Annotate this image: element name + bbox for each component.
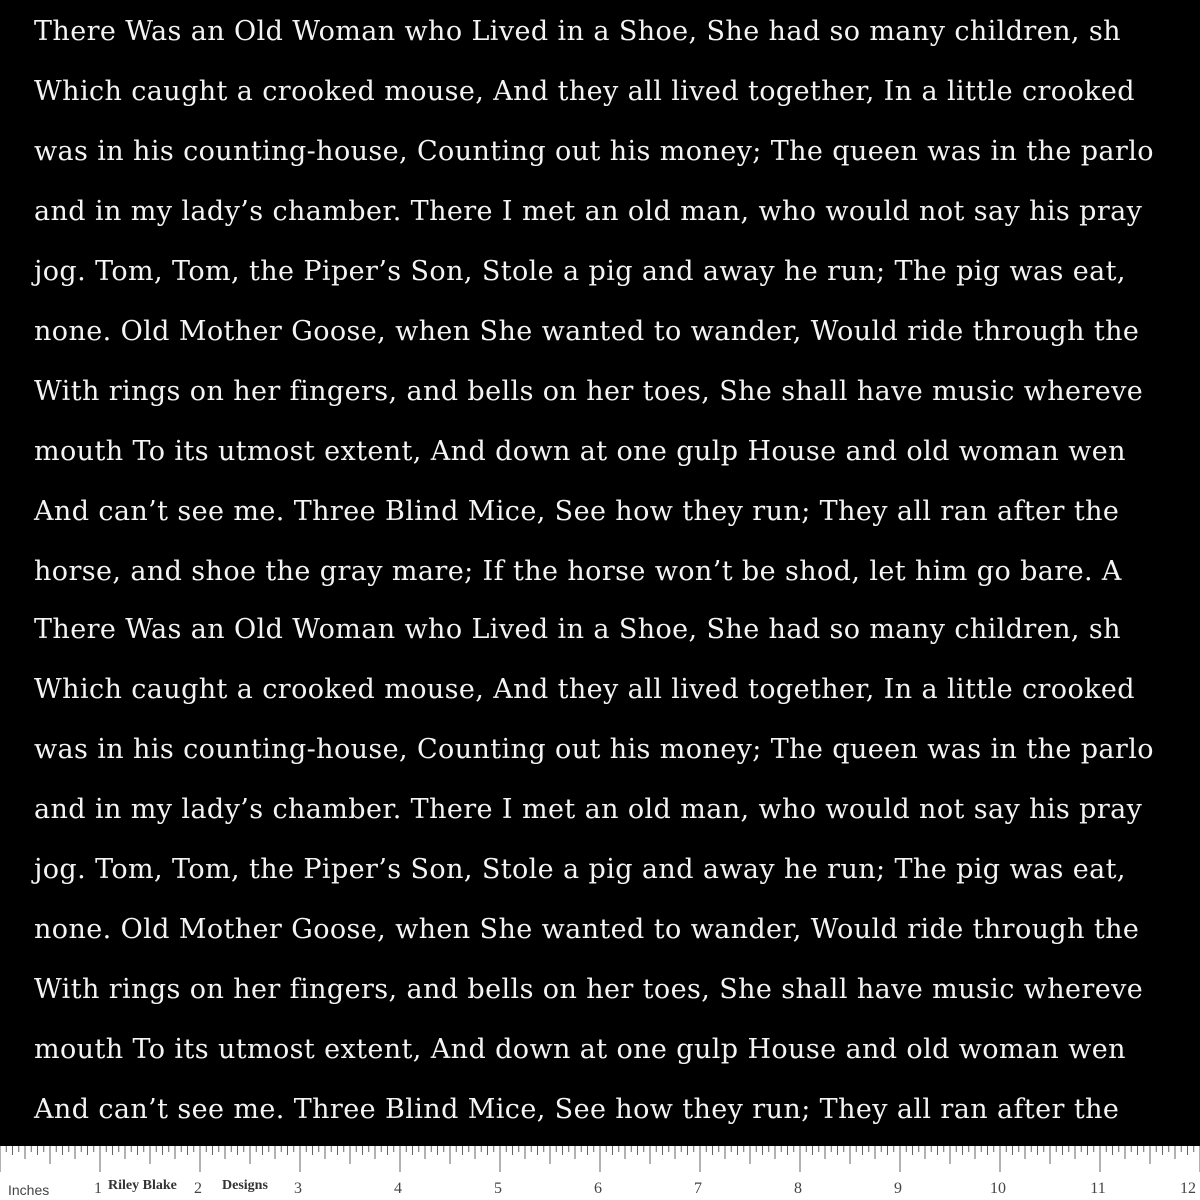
fabric-text-line: was in his counting-house, Counting out his money; The queen was in the parlo [34, 136, 1154, 167]
ruler-number: 6 [594, 1180, 602, 1197]
fabric-text-line: There Was an Old Woman who Lived in a Shoe, She had so many children, sh [34, 614, 1121, 645]
fabric-text-line: There Was an Old Woman who Lived in a Shoe, She had so many children, sh [34, 16, 1121, 47]
fabric-text-line: none. Old Mother Goose, when She wanted to wander, Would ride through the [34, 316, 1140, 347]
fabric-text-line: jog. Tom, Tom, the Piper’s Son, Stole a pig and away he run; The pig was eat, [34, 854, 1126, 885]
ruler-brand-name: Riley Blake [108, 1178, 177, 1193]
ruler-number: 2 [194, 1180, 202, 1197]
fabric-text-line: With rings on her fingers, and bells on her toes, She shall have music whereve [34, 974, 1144, 1005]
fabric-text-line: And can’t see me. Three Blind Mice, See how they run; They all ran after the [34, 1094, 1120, 1125]
fabric-text-line: And can’t see me. Three Blind Mice, See how they run; They all ran after the [34, 496, 1120, 527]
fabric-text-line: and in my lady’s chamber. There I met an old man, who would not say his pray [34, 196, 1143, 227]
ruler-number: 3 [294, 1180, 302, 1197]
fabric-text-line: and in my lady’s chamber. There I met an old man, who would not say his pray [34, 794, 1143, 825]
fabric-text-line: Which caught a crooked mouse, And they all lived together, In a little crooked [34, 674, 1135, 705]
fabric-text-line: was in his counting-house, Counting out his money; The queen was in the parlo [34, 734, 1154, 765]
ruler-number: 9 [894, 1180, 902, 1197]
ruler-number: 10 [990, 1180, 1006, 1197]
fabric-text-line: mouth To its utmost extent, And down at one gulp House and old woman wen [34, 1034, 1126, 1065]
fabric-text-line: horse, and shoe the gray mare; If the horse won’t be shod, let him go bare. A [34, 556, 1122, 587]
ruler-unit-label: Inches [8, 1182, 50, 1198]
ruler-number: 12 [1180, 1180, 1196, 1197]
ruler-number: 11 [1090, 1180, 1106, 1197]
ruler-brand-designs: Designs [222, 1178, 268, 1193]
fabric-text-line: Which caught a crooked mouse, And they all lived together, In a little crooked [34, 76, 1135, 107]
ruler-number: 8 [794, 1180, 802, 1197]
ruler-number: 7 [694, 1180, 702, 1197]
inch-ruler [0, 1146, 1200, 1200]
fabric-text-line: none. Old Mother Goose, when She wanted to wander, Would ride through the [34, 914, 1140, 945]
fabric-text-line: jog. Tom, Tom, the Piper’s Son, Stole a pig and away he run; The pig was eat, [34, 256, 1126, 287]
ruler-number: 1 [94, 1180, 102, 1197]
ruler-number: 4 [394, 1180, 402, 1197]
fabric-text-line: mouth To its utmost extent, And down at one gulp House and old woman wen [34, 436, 1126, 467]
fabric-text-line: With rings on her fingers, and bells on her toes, She shall have music whereve [34, 376, 1144, 407]
ruler-number: 5 [494, 1180, 502, 1197]
